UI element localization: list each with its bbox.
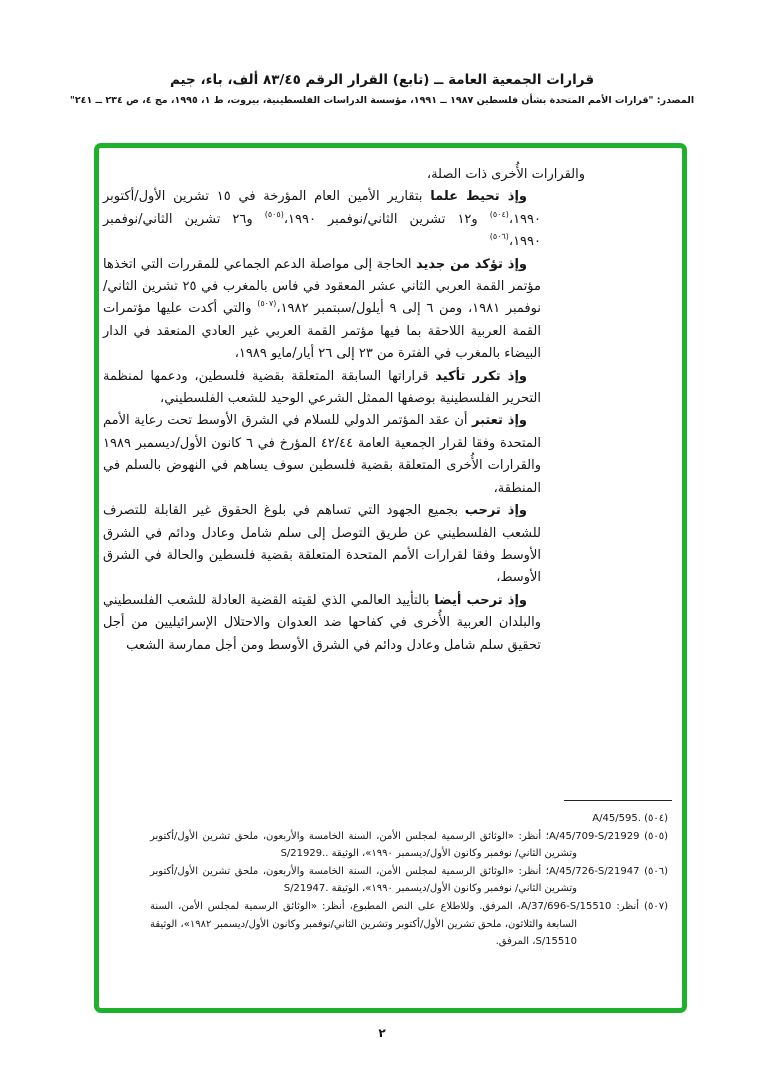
footnote-text: A/45/726-S/21947؛ أنظر: «الوثائق الرسمية لمجلس الأمن، السنة الخامسة والأربعون، ملحق تشرين الأول/أكتوبر وتشرين الثاني/ نوفمبر وكانون الأول/ديسمبر ١٩٩٠»، الوثيقة S/21947.‎ [150, 865, 640, 895]
paragraph-lead: وإذ تحيط علما [430, 189, 527, 205]
paragraph-text: بالتأييد العالمي الذي لقيته القضية العادلة للشعب الفلسطيني والبلدان العربية الأُخرى في كفاحها ضد العدوان والاحتلال الإسرائيليين من أجل تحقيق سلم شامل وعادل ودائم في الشرق الأوسط ومن أجل ممارسة الشعب [103, 592, 541, 653]
page-header [0, 72, 764, 106]
paragraph-lead: وإذ ترحب أيضا [434, 592, 527, 608]
green-content-box [94, 143, 687, 1013]
footnote-507 [150, 898, 668, 951]
preamble-paragraph-reaffirm [103, 366, 541, 411]
paragraph-lead: وإذ ترحب [464, 503, 527, 519]
footnote-ref-507: (٥٠٧) [257, 299, 277, 309]
footnote-marker: (٥٠٤) [644, 813, 668, 824]
paragraph-text: قراراتها السابقة المتعلقة بقضية فلسطين، ودعمها لمنظمة التحرير الفلسطينية بوصفها الممثل الشرعي الوحيد للشعب الفلسطيني، [103, 368, 541, 407]
document-title: قرارات الجمعية العامة ــ (تابع) القرار الرقم ٨٣/٤٥ ألف، باء، جيم [169, 72, 595, 88]
paragraph-text: أن عقد المؤتمر الدولي للسلام في الشرق الأوسط تحت رعاية الأمم المتحدة وفقا لقرار الجمعية العامة ٤٢/٤٤ المؤرخ في ٦ كانون الأول/ديسمبر ١٩٨٩ والقرارات الأُخرى المتعلقة بقضية فلسطين سوف يساهم في النهوض بالسلم في المنطقة، [103, 413, 541, 496]
paragraph-lead: وإذ تكرر تأكيد [435, 368, 527, 384]
paragraph-text: الحاجة إلى مواصلة الدعم الجماعي للمقررات التي اتخذها مؤتمر القمة العربي الثاني عشر المعقود في فاس بالمغرب في ٢٥ تشرين الثاني/نوفمبر ١٩٨١، ومن ٦ إلى ٩ أيلول/سبتمبر ١٩٨٢، [103, 256, 541, 317]
preamble-continuation-line: والقرارات الأُخرى ذات الصلة، [426, 167, 585, 182]
paragraph-lead: وإذ تؤكد من جديد [416, 256, 527, 272]
paragraph-text: و٢٦ تشرين الثاني/نوفمبر ١٩٩٠، [103, 211, 541, 250]
footnote-text: A/45/595.‎ [592, 813, 641, 824]
paragraph-text: والتي أكدت عليها مؤتمرات القمة العربية اللاحقة بما فيها مؤتمر القمة العربي غير العادي المنعقد في الدار البيضاء بالمغرب في الفترة من ٢٣ إلى ٢٦ أيار/مايو ١٩٨٩، [103, 301, 541, 362]
source-line: المصدر: "قرارات الأمم المتحدة بشأن فلسطين ١٩٨٧ ــ ١٩٩١، مؤسسة الدراسات الفلسطينية، بيروت، ط ١، ١٩٩٥، مج ٤، ص ٢٣٤ ــ ٢٤١" [69, 95, 695, 106]
footnote-505 [150, 828, 668, 863]
preamble-paragraph-conference [103, 410, 541, 500]
footnote-separator [564, 800, 672, 801]
paragraph-lead: وإذ تعتبر [471, 413, 527, 429]
footnote-506 [150, 863, 668, 898]
preamble-paragraph-summit [103, 254, 541, 366]
footnote-marker: (٥٠٦) [644, 865, 668, 877]
page-number: ٢ [378, 1026, 386, 1040]
footnote-ref-504: (٥٠٤) [489, 209, 509, 219]
footnote-marker: (٥٠٧) [644, 900, 668, 912]
paragraph-text: بجميع الجهود التي تساهم في بلوغ الحقوق غير القابلة للتصرف للشعب الفلسطيني عن طريق التوصل إلى سلم شامل وعادل ودائم في الشرق الأوسط وفقا لقرارات الأمم المتحدة المتعلقة بقضية فلسطين والحالة في الشرق الأوسط، [103, 503, 541, 586]
footnotes-block [150, 810, 668, 951]
preamble-paragraph-efforts [103, 500, 541, 590]
footnote-ref-505: (٥٠٥) [264, 209, 284, 219]
footnote-ref-506: (٥٠٦) [489, 232, 509, 242]
preamble-paragraph-support [103, 590, 541, 657]
resolution-preamble [103, 164, 585, 657]
footnote-504 [150, 810, 668, 828]
footnote-marker: (٥٠٥) [644, 830, 668, 842]
footnote-text: A/45/709-S/21929؛ أنظر: «الوثائق الرسمية لمجلس الأمن، السنة الخامسة والأربعون، ملحق تشرين الأول/أكتوبر وتشرين الثاني/ نوفمبر وكانون الأول/ديسمبر ١٩٩٠»، الوثيقة S/21929..‎ [150, 830, 640, 860]
paragraph-text: بتقارير الأمين العام المؤرخة في ١٥ تشرين الأول/أكتوبر ١٩٩٠، [103, 189, 541, 227]
paragraph-text: و١٢ تشرين الثاني/نوفمبر ١٩٩٠، [283, 211, 490, 227]
preamble-paragraph-reports [103, 186, 541, 253]
footnote-text: أنظر: A/37/696-S/15510، المرفق. وللاطلاع على النص المطبوع، أنظر: «الوثائق الرسمية لمجلس الأمن، السنة السابعة والثلاثون، ملحق تشرين الأول/أكتوبر وتشرين الثاني/نوفمبر وكانون الأول/ديسمبر ١٩٨٢»، الوثيقة S/15510، المرفق. [150, 900, 640, 948]
